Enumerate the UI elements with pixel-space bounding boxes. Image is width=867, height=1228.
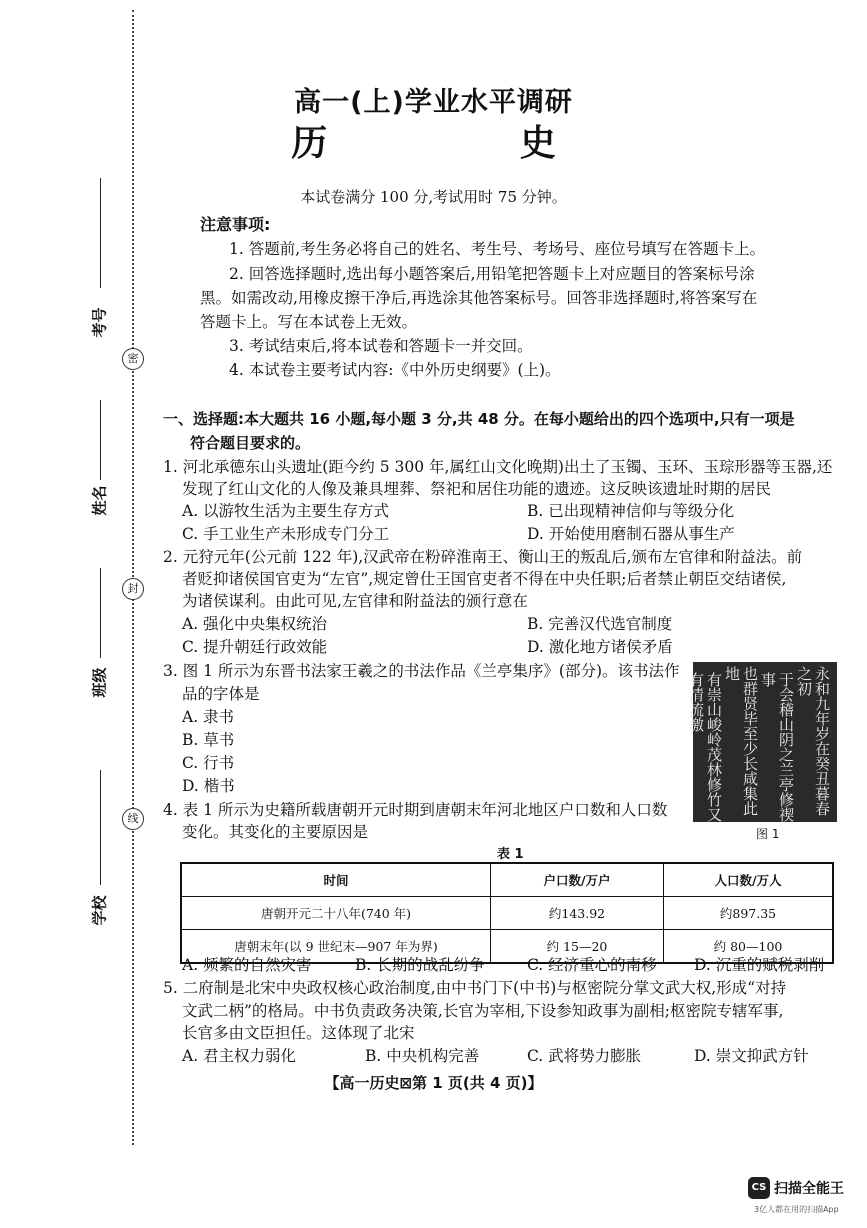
note-1: 1. 答题前,考生务必将自己的姓名、考生号、考场号、座位号填写在答题卡上。 bbox=[229, 240, 766, 258]
table-cell: 约897.35 bbox=[664, 897, 834, 930]
notes-heading: 注意事项: bbox=[200, 215, 271, 234]
note-2-cont2: 答题卡上。写在本试卷上无效。 bbox=[200, 313, 418, 331]
calligraphy-column-2: 于会稽山阴之兰亭修禊事 bbox=[759, 672, 795, 822]
table-header-households: 户口数/万户 bbox=[491, 863, 664, 897]
calligraphy-column-1: 永和九年岁在癸丑暮春之初 bbox=[795, 666, 831, 816]
name-line[interactable] bbox=[100, 400, 101, 480]
q3-option-a: A. 隶书 bbox=[182, 708, 235, 726]
q2-option-b: B. 完善汉代选官制度 bbox=[527, 615, 673, 633]
camscanner-name: 扫描全能王 bbox=[774, 1181, 844, 1197]
label-class: 班级 bbox=[90, 667, 109, 698]
q1-stem-line2: 发现了红山文化的人像及兼具埋葬、祭祀和居住功能的遗迹。这反映该遗址时期的居民 bbox=[182, 480, 772, 498]
q3-option-d: D. 楷书 bbox=[182, 777, 235, 795]
table-cell: 唐朝开元二十八年(740 年) bbox=[181, 897, 491, 930]
q1-option-d: D. 开始使用磨制石器从事生产 bbox=[527, 525, 735, 543]
table-cell: 约143.92 bbox=[491, 897, 664, 930]
q5-option-b: B. 中央机构完善 bbox=[365, 1047, 480, 1065]
calligraphy-column-4: 有崇山峻岭茂林修竹又有清流激 bbox=[687, 672, 723, 822]
note-3: 3. 考试结束后,将本试卷和答题卡一并交回。 bbox=[229, 337, 533, 355]
table-header-time: 时间 bbox=[181, 863, 491, 897]
table-caption: 表 1 bbox=[497, 847, 524, 862]
q5-option-c: C. 武将势力膨胀 bbox=[527, 1047, 642, 1065]
table-cell: 约 15—20 bbox=[491, 930, 664, 964]
table-cell: 约 80—100 bbox=[664, 930, 834, 964]
label-school: 学校 bbox=[90, 895, 109, 926]
q4-stem-line1: 4. 表 1 所示为史籍所载唐朝开元时期到唐朝末年河北地区户口数和人口数 bbox=[163, 801, 668, 819]
q4-option-a: A. 频繁的自然灾害 bbox=[182, 956, 312, 974]
q3-stem-line2: 品的字体是 bbox=[182, 685, 260, 703]
section-heading: 一、选择题:本大题共 16 小题,每小题 3 分,共 48 分。在每小题给出的四个选项中,只有一项是 bbox=[163, 410, 795, 428]
exam-title: 高一(上)学业水平调研 bbox=[294, 87, 573, 118]
q1-option-b: B. 已出现精神信仰与等级分化 bbox=[527, 502, 735, 520]
section-heading-cont: 符合题目要求的。 bbox=[190, 434, 311, 452]
note-2-cont: 黑。如需改动,用橡皮擦干净后,再选涂其他答案标号。回答非选择题时,将答案写在 bbox=[200, 289, 758, 307]
q3-option-c: C. 行书 bbox=[182, 754, 235, 772]
q1-option-c: C. 手工业生产未形成专门分工 bbox=[182, 525, 390, 543]
camscanner-logo-icon: CS bbox=[748, 1177, 770, 1199]
table-header-population: 人口数/万人 bbox=[664, 863, 834, 897]
q2-stem-line2: 者贬抑诸侯国官吏为“左官”,规定曾仕王国官吏者不得在中央任职;后者禁止朝臣交结诸侯, bbox=[182, 570, 787, 588]
q2-option-c: C. 提升朝廷行政效能 bbox=[182, 638, 328, 656]
note-2: 2. 回答选择题时,选出每小题答案后,用铅笔把答题卡上对应题目的答案标号涂 bbox=[229, 265, 755, 283]
q3-stem-line1: 3. 图 1 所示为东晋书法家王羲之的书法作品《兰亭集序》(部分)。该书法作 bbox=[163, 662, 680, 680]
q2-option-d: D. 激化地方诸侯矛盾 bbox=[527, 638, 673, 656]
population-table bbox=[180, 862, 834, 964]
figure-caption: 图 1 bbox=[756, 827, 780, 841]
q3-option-b: B. 草书 bbox=[182, 731, 235, 749]
q4-stem-line2: 变化。其变化的主要原因是 bbox=[182, 823, 369, 841]
seal-mark-mi: 密 bbox=[122, 348, 144, 370]
camscanner-tagline: 3亿人都在用的扫描App bbox=[754, 1205, 839, 1214]
q2-stem-line1: 2. 元狩元年(公元前 122 年),汉武帝在粉碎淮南王、衡山王的叛乱后,颁布左官律和附益法。前 bbox=[163, 548, 803, 566]
q5-stem-line2: 文武二柄”的格局。中书负责政务决策,长官为宰相,下设参知政事为副相;枢密院专辖军事, bbox=[182, 1002, 784, 1020]
table-row bbox=[181, 897, 833, 930]
q4-option-c: C. 经济重心的南移 bbox=[527, 956, 657, 974]
school-line[interactable] bbox=[100, 770, 101, 885]
q4-option-b: B. 长期的战乱纷争 bbox=[355, 956, 485, 974]
exam-info: 本试卷满分 100 分,考试用时 75 分钟。 bbox=[300, 188, 567, 206]
q1-stem-line1: 1. 河北承德东山头遗址(距今约 5 300 年,属红山文化晚期)出土了玉镯、玉环、玉琮形器等玉器,还 bbox=[163, 458, 833, 476]
label-exam-number: 考号 bbox=[90, 307, 109, 338]
page-footer: 【高一历史⊠第 1 页(共 4 页)】 bbox=[324, 1074, 543, 1092]
table-cell: 唐朝末年(以 9 世纪末—907 年为界) bbox=[181, 930, 491, 964]
q5-stem-line3: 长官多由文臣担任。这体现了北宋 bbox=[182, 1024, 415, 1042]
label-name: 姓名 bbox=[90, 485, 109, 516]
table-header-row bbox=[181, 863, 833, 897]
q5-option-a: A. 君主权力弱化 bbox=[182, 1047, 297, 1065]
q5-option-d: D. 崇文抑武方针 bbox=[694, 1047, 809, 1065]
subject-title: 历 史 bbox=[291, 123, 616, 164]
q2-option-a: A. 强化中央集权统治 bbox=[182, 615, 328, 633]
seal-mark-xian: 线 bbox=[122, 808, 144, 830]
class-line[interactable] bbox=[100, 568, 101, 658]
q4-option-d: D. 沉重的赋税剥削 bbox=[694, 956, 825, 974]
note-4: 4. 本试卷主要考试内容:《中外历史纲要》(上)。 bbox=[229, 361, 561, 379]
seal-mark-feng: 封 bbox=[122, 578, 144, 600]
q2-stem-line3: 为诸侯谋利。由此可见,左官律和附益法的颁行意在 bbox=[182, 592, 528, 610]
calligraphy-column-3: 也群贤毕至少长咸集此地 bbox=[723, 666, 759, 816]
q1-option-a: A. 以游牧生活为主要生存方式 bbox=[182, 502, 390, 520]
calligraphy-figure bbox=[687, 662, 837, 822]
q5-stem-line1: 5. 二府制是北宋中央政权核心政治制度,由中书门下(中书)与枢密院分掌文武大权,形成“对持 bbox=[163, 979, 787, 997]
